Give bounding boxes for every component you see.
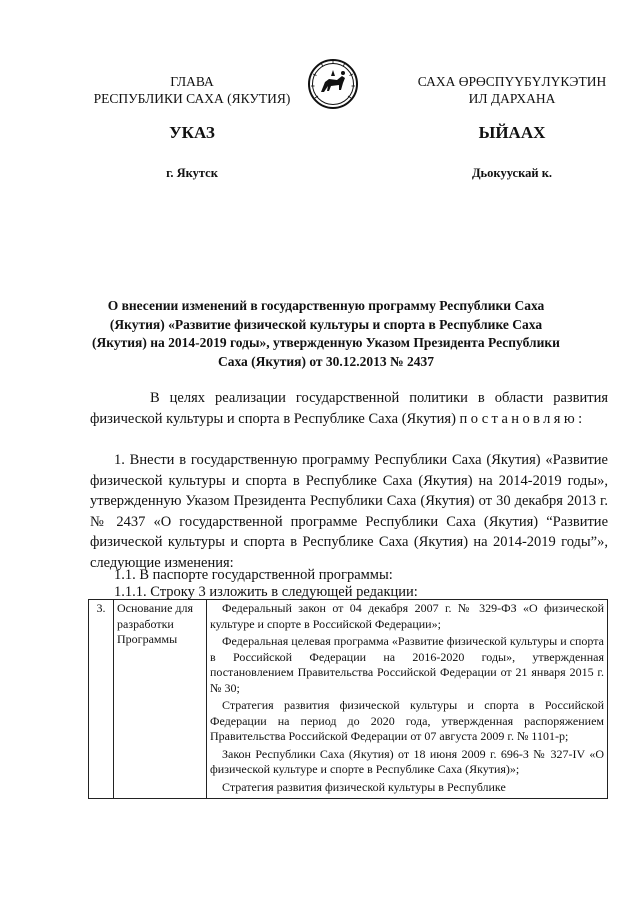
issuer-ru-line1: ГЛАВА: [170, 74, 214, 89]
basis-item: Стратегия развития физической культуры в Республике: [222, 779, 506, 794]
city-ru: г. Якутск: [166, 166, 218, 180]
decree-word: постановляю:: [459, 410, 586, 427]
table-row: [89, 600, 608, 799]
issuer-ru-line2: РЕСПУБЛИКИ САХА (ЯКУТИЯ): [93, 91, 291, 106]
decree-title: О внесении изменений в государственную программу Республики Саха (Якутия) «Развитие физической культуры и спорта в Республике Саха (Якутия) на 2014-2019 годы», утвержденную Указом Президента Республики Саха (Якутия) от 30.12.2013 № 2437: [92, 298, 560, 369]
paragraph-item-1: 1. Внести в государственную программу Республики Саха (Якутия) «Развитие физической культуры и спорта в Республике Саха (Якутия) на 2014-2019 годы», утвержденную Указом Президента Республики Саха (Якутия) от 30 декабря 2013 г. № 2437 «О государственной программе Республики Саха (Якутия) “Развитие физической культуры и спорта в Республике Саха (Якутия) на 2014-2019 годы”», следующие изменения:: [90, 452, 608, 571]
program-passport-table: [88, 599, 608, 799]
row-value-cell: [207, 600, 608, 799]
paragraph-item-1-1-1: 1.1.1. Строку 3 изложить в следующей редакции:: [114, 584, 418, 600]
doc-type-sakha: ЫЙААХ: [478, 123, 546, 142]
issuer-ru: [74, 73, 310, 107]
issuer-sakha-line2: ИЛ ДАРХАНА: [468, 91, 556, 106]
paragraph-item-1-1: 1.1. В паспорте государственной программы:: [114, 567, 393, 583]
basis-item: Федеральный закон от 04 декабря 2007 г. № 329-ФЗ «О физической культуре и спорте в Российской Федерации»;: [210, 601, 604, 631]
issuer-sakha-line1: САХА ӨРӨСПҮҮБҮЛҮКЭТИН: [417, 74, 607, 89]
doc-type-ru: УКАЗ: [169, 123, 215, 142]
row-label-cell: Основание для разработки Программы: [114, 600, 207, 799]
row-number-cell: 3.: [89, 600, 114, 799]
basis-item: Закон Республики Саха (Якутия) от 18 июня 2009 г. 696-З № 327-IV «О физической культуре и спорте в Республике Саха (Якутия)»;: [210, 746, 604, 776]
basis-item: Федеральная целевая программа «Развитие физической культуры и спорта в Российской Федерации на 2016-2020 годы», утвержденная постановлением Правительства Российской Федерации от 21 января 2015 г. № 30;: [210, 634, 604, 695]
issuer-sakha: [396, 73, 628, 107]
coat-of-arms-emblem: [307, 56, 359, 112]
preamble-text: В целях реализации государственной политики в области развития физической культуры и спорта в Республике Саха (Якутия): [90, 390, 608, 427]
city-sakha: Дьокуускай к.: [471, 166, 553, 180]
basis-item: Стратегия развития физической культуры и спорта в Российской Федерации на период до 2020 года, утвержденная распоряжением Правительства Российской Федерации от 07 августа 2009 г. № 1101-р;: [210, 698, 604, 743]
paragraph-preamble: [90, 388, 608, 429]
